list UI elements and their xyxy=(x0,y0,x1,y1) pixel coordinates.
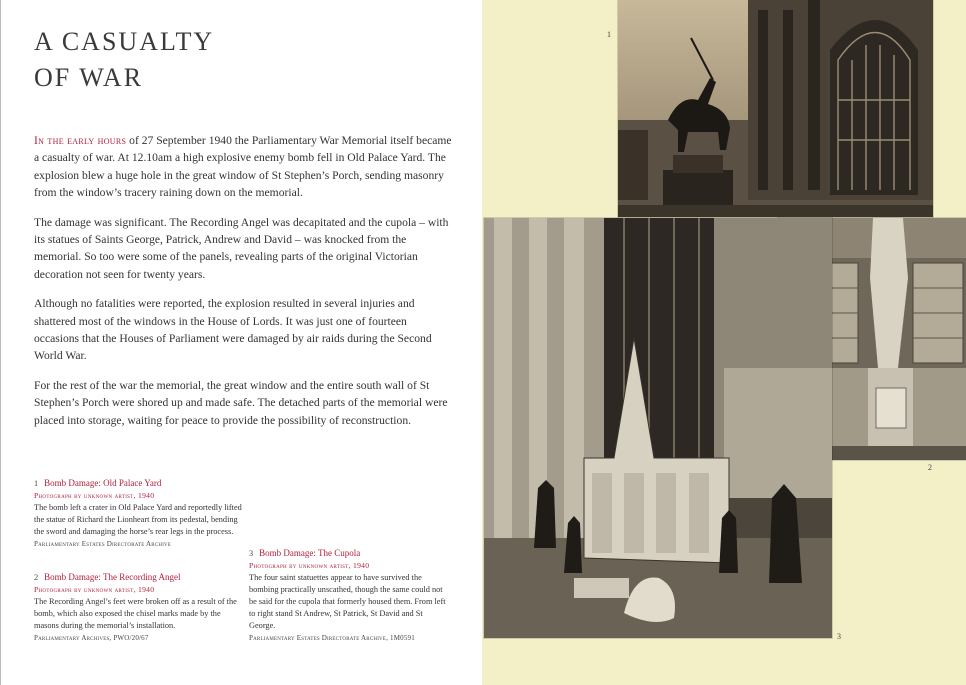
caption-1-source: Parliamentary Estates Directorate Archive xyxy=(34,540,172,548)
photo-old-palace-yard xyxy=(618,0,933,217)
figure-number-1: 1 xyxy=(607,30,611,39)
caption-2-credit: Photograph by unknown artist, 1940 xyxy=(34,585,155,594)
photo-3-image xyxy=(484,218,832,638)
caption-3-source: Parliamentary Estates Directorate Archive, 1M0591 xyxy=(249,634,415,642)
caption-1-number: 1 xyxy=(34,479,39,488)
caption-2-title: Bomb Damage: The Recording Angel xyxy=(44,572,181,582)
caption-1 xyxy=(34,477,246,550)
caption-2-source: Parliamentary Archives, PWO/20/67 xyxy=(34,634,149,642)
figure-number-2: 2 xyxy=(928,463,932,472)
lead-in: In the early hours xyxy=(34,134,127,147)
photo-cupola xyxy=(484,218,832,638)
caption-3 xyxy=(249,547,449,644)
caption-2-number: 2 xyxy=(34,573,39,582)
caption-3-number: 3 xyxy=(249,549,254,558)
photo-1-image xyxy=(618,0,933,217)
paragraph-1 xyxy=(34,132,454,202)
page-title xyxy=(34,24,214,96)
title-line-2: OF WAR xyxy=(34,63,144,92)
caption-3-text: The four saint statuettes appear to have survived the bombing practically unscathed, though the same could not be said for the cupola that formerly housed them. From left to right stand St Andrew, St Patrick, St David and St George. xyxy=(249,573,446,630)
title-line-1: A CASUALTY xyxy=(34,27,215,56)
figure-number-3: 3 xyxy=(837,632,841,641)
caption-3-title: Bomb Damage: The Cupola xyxy=(259,548,361,558)
caption-2 xyxy=(34,571,246,644)
caption-2-text: The Recording Angel’s feet were broken off as a result of the bomb, which also exposed the chisel marks made by the masons during the memorial’s installation. xyxy=(34,597,237,630)
caption-1-credit: Photograph by unknown artist, 1940 xyxy=(34,491,155,500)
paragraph-4: For the rest of the war the memorial, the great window and the entire south wall of St Stephen’s Porch were shored up and made safe. The detached parts of the memorial were placed into storage, waiting for peace to provide the possibility of reconstruction. xyxy=(34,378,448,427)
paragraph-3: Although no fatalities were reported, the explosion resulted in several injuries and shattered most of the windows in the House of Lords. It was just one of fourteen occasions that the Houses of Parliament were damaged by air raids during the Second World War. xyxy=(34,297,432,363)
paragraph-1-text: of 27 September 1940 the Parliamentary War Memorial itself became a casualty of war. At 12.10am a high explosive enemy bomb fell in Old Palace Yard. The explosion blew a huge hole in the great window of St Stephen’s Porch, sending masonry from the window’s tracery raining down on the memorial. xyxy=(34,134,452,200)
paragraph-2: The damage was significant. The Recording Angel was decapitated and the cupola – with its statues of Saints George, Patrick, Andrew and David – was knocked from the memorial. So too were some of the panels, revealing parts of the original Victorian decoration not seen for twenty years. xyxy=(34,215,449,281)
caption-3-credit: Photograph by unknown artist, 1940 xyxy=(249,561,370,570)
caption-1-text: The bomb left a crater in Old Palace Yard and reportedly lifted the statue of Richard the Lionheart from its pedestal, bending the sword and damaging the horse’s rear legs in the process. xyxy=(34,503,242,536)
caption-1-title: Bomb Damage: Old Palace Yard xyxy=(44,478,162,488)
article-body xyxy=(34,132,454,441)
